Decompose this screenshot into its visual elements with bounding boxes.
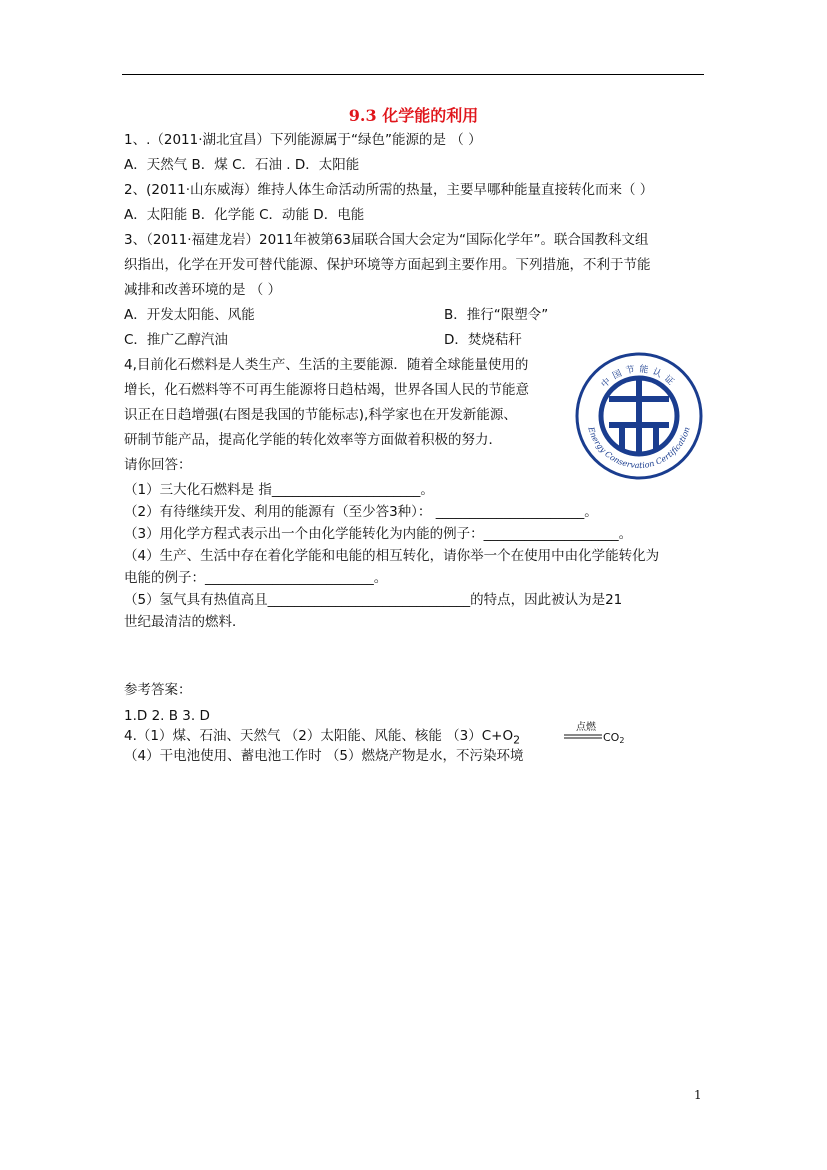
q3-option-c: C．推广乙醇汽油	[124, 332, 228, 348]
q3-option-a: A．开发太阳能、风能	[124, 307, 255, 323]
q4-para-1: 4,目前化石燃料是人类生产、生活的主要能源．随着全球能量使用的	[124, 357, 529, 373]
page-number: 1	[694, 1088, 702, 1102]
q1-stem: 1、.（2011·湖北宜昌）下列能源属于“绿色”能源的是 （ ）	[124, 132, 482, 148]
q4-sub-2: （2）有待继续开发、利用的能源有（至少答3种）： ______________________。	[124, 504, 598, 520]
q1-options: A．天然气 B．煤 C．石油 . D．太阳能	[124, 157, 360, 173]
q4-sub-4b: 电能的例子：_________________________。	[124, 570, 388, 586]
o2-subscript: 2	[513, 733, 521, 747]
answers-heading: 参考答案：	[124, 682, 192, 698]
reaction-condition: 点燃	[576, 722, 596, 733]
q3-stem-2: 织指出，化学在开发可替代能源、保护环境等方面起到主要作用。下列措施，不利于节能	[124, 257, 651, 273]
q4-para-3: 识正在日趋增强(右图是我国的节能标志),科学家也在开发新能源、	[124, 407, 517, 423]
answers-line-3: （4）干电池使用、蓄电池工作时 （5）燃烧产物是水，不污染环境	[124, 748, 524, 764]
q4-sub-1: （1）三大化石燃料是 指______________________。	[124, 482, 434, 498]
answers-line-2-text: 4.（1）煤、石油、天然气 （2）太阳能、风能、核能 （3）C+O	[124, 728, 514, 744]
energy-conservation-logo	[575, 352, 703, 480]
q4-sub-5a: （5）氢气具有热值高且______________________________的特点，因此被认为是21	[124, 592, 623, 608]
q2-options: A．太阳能 B．化学能 C．动能 D．电能	[124, 207, 365, 223]
answers-line-1: 1.D 2. B 3. D	[124, 708, 210, 724]
q4-para-5: 请你回答：	[124, 457, 192, 473]
q3-option-d: D．焚烧秸秆	[444, 332, 522, 348]
header-rule	[122, 74, 704, 75]
co2-subscript: 2	[619, 736, 625, 745]
q4-para-4: 研制节能产品，提高化学能的转化效率等方面做着积极的努力．	[124, 432, 502, 448]
q4-sub-4a: （4）生产、生活中存在着化学能和电能的相互转化，请你举一个在使用中由化学能转化为	[124, 548, 660, 564]
q3-stem-1: 3、（2011·福建龙岩）2011年被第63届联合国大会定为“国际化学年”。联合国教科文组	[124, 232, 649, 248]
q4-sub-5b: 世纪最清洁的燃料．	[124, 614, 246, 630]
q4-para-2: 增长，化石燃料等不可再生能源将日趋枯竭，世界各国人民的节能意	[124, 382, 529, 398]
svg-text:CO2	[603, 731, 624, 745]
reaction-arrow	[556, 720, 626, 750]
reaction-product: CO	[603, 731, 620, 744]
logo-top-text: 中国节能认证	[599, 364, 679, 391]
q3-option-b: B．推行“限塑令”	[444, 307, 549, 323]
page-title: 9.3 化学能的利用	[348, 106, 479, 125]
logo-bottom-text: Energy Conservation Certification	[586, 425, 692, 471]
q2-stem: 2、(2011·山东威海）维持人体生命活动所需的热量，主要早哪种能量直接转化而来（ ）	[124, 182, 654, 198]
q3-stem-3: 减排和改善环境的是 （ ）	[124, 282, 282, 298]
q4-sub-3: （3）用化学方程式表示出一个由化学能转化为内能的例子：____________________。	[124, 526, 633, 542]
